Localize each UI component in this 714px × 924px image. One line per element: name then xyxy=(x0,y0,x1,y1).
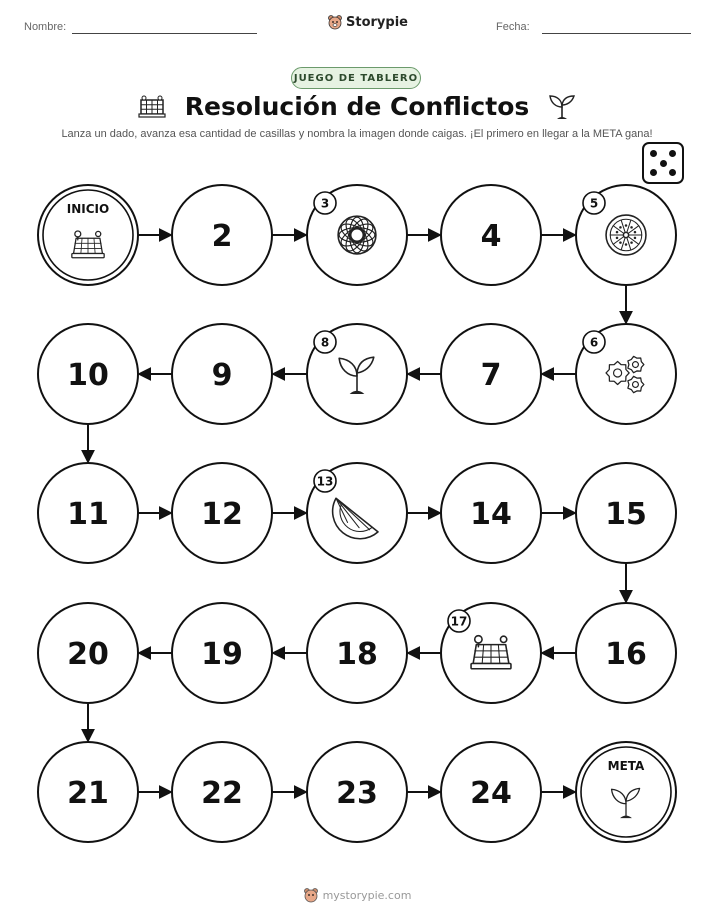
start-label: INICIO xyxy=(66,202,110,216)
space-number: 10 xyxy=(67,358,109,393)
board-space-13 xyxy=(307,463,407,563)
board-space-21 xyxy=(38,742,138,842)
board-space-9 xyxy=(172,324,272,424)
board-space-19 xyxy=(172,603,272,703)
space-number: 8 xyxy=(320,335,330,350)
space-number: 15 xyxy=(605,497,647,532)
board-space-4 xyxy=(441,185,541,285)
space-number: 6 xyxy=(589,335,599,350)
board-space-5 xyxy=(576,185,676,285)
space-number: 12 xyxy=(201,497,243,532)
space-number: 24 xyxy=(470,776,512,811)
footer xyxy=(0,887,714,903)
space-circle xyxy=(576,742,676,842)
board-space-1 xyxy=(38,185,138,285)
instructions-text: Lanza un dado, avanza esa cantidad de casillas y nombra la imagen donde caigas. ¡El primero en llegar a la META gana! xyxy=(61,128,653,140)
board-space-16 xyxy=(576,603,676,703)
space-number: 23 xyxy=(336,776,378,811)
finish-label: META xyxy=(607,759,645,773)
board-space-10 xyxy=(38,324,138,424)
date-label: Fecha: xyxy=(496,21,530,33)
space-number: 17 xyxy=(450,614,468,629)
space-number: 3 xyxy=(320,196,330,211)
rope-knot-icon xyxy=(338,216,376,254)
category-badge: JUEGO DE TABLERO xyxy=(291,67,421,89)
name-label: Nombre: xyxy=(24,21,67,33)
space-number: 7 xyxy=(480,358,502,393)
page-title: Resolución de Conflictos xyxy=(184,92,530,121)
brand-name: Storypie xyxy=(346,14,408,30)
space-number: 13 xyxy=(316,474,334,489)
board-space-8 xyxy=(307,324,407,424)
citrus-slice-icon xyxy=(606,215,646,255)
board-space-11 xyxy=(38,463,138,563)
board-space-22 xyxy=(172,742,272,842)
space-number: 2 xyxy=(211,219,233,254)
board-space-2 xyxy=(172,185,272,285)
space-number: 4 xyxy=(480,219,502,254)
space-number: 18 xyxy=(336,637,378,672)
board-space-20 xyxy=(38,603,138,703)
board-space-18 xyxy=(307,603,407,703)
board-space-12 xyxy=(172,463,272,563)
board-space-24 xyxy=(441,742,541,842)
space-number: 16 xyxy=(605,637,647,672)
space-number: 19 xyxy=(201,637,243,672)
space-number: 9 xyxy=(211,358,233,393)
space-number: 14 xyxy=(470,497,512,532)
board-space-15 xyxy=(576,463,676,563)
bear-mascot-icon xyxy=(303,887,319,903)
space-number: 21 xyxy=(67,776,109,811)
space-number: 5 xyxy=(589,196,599,211)
board-space-6 xyxy=(576,324,676,424)
board-space-7 xyxy=(441,324,541,424)
board-space-23 xyxy=(307,742,407,842)
footer-site: mystorypie.com xyxy=(322,888,412,902)
board-space-3 xyxy=(307,185,407,285)
board-space-17 xyxy=(441,603,541,703)
space-number: 20 xyxy=(67,637,109,672)
space-circle xyxy=(38,185,138,285)
space-number: 22 xyxy=(201,776,243,811)
board-space-25 xyxy=(576,742,676,842)
board-space-14 xyxy=(441,463,541,563)
space-number: 11 xyxy=(67,497,109,532)
